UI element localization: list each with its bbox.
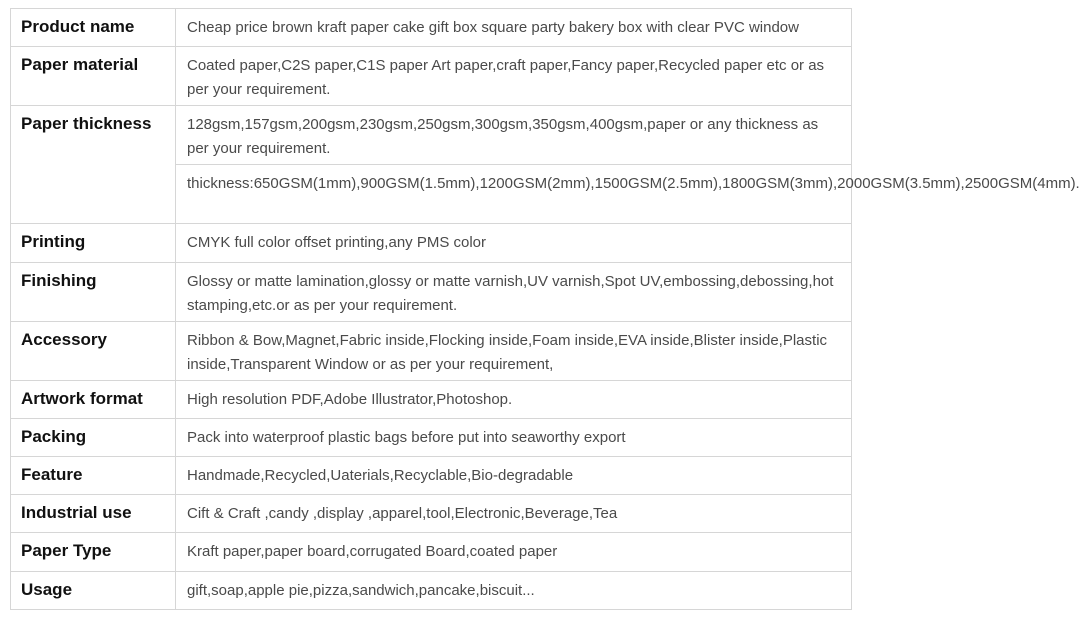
spec-row-finishing: [11, 263, 852, 322]
row-value: 128gsm,157gsm,200gsm,230gsm,250gsm,300gsm,350gsm,400gsm,paper or any thickness as per your requirement.: [176, 106, 852, 165]
row-value: Cheap price brown kraft paper cake gift box square party bakery box with clear PVC window: [176, 9, 852, 47]
spec-row-accessory: [11, 322, 852, 381]
row-label: Paper Type: [11, 533, 176, 572]
row-value: Cift & Craft ,candy ,display ,apparel,tool,Electronic,Beverage,Tea: [176, 495, 852, 533]
row-label: Paper material: [11, 47, 176, 106]
row-label: Packing: [11, 419, 176, 457]
row-value: Ribbon & Bow,Magnet,Fabric inside,Flocking inside,Foam inside,EVA inside,Blister inside,Plastic inside,Transparent Window or as per your requirement,: [176, 322, 852, 381]
row-value: CMYK full color offset printing,any PMS color: [176, 224, 852, 263]
row-value: Coated paper,C2S paper,C1S paper Art paper,craft paper,Fancy paper,Recycled paper etc or as per your requirement.: [176, 47, 852, 106]
row-value: Glossy or matte lamination,glossy or matte varnish,UV varnish,Spot UV,embossing,debossing,hot stamping,etc.or as per your requirement.: [176, 263, 852, 322]
spec-row-artwork-format: [11, 381, 852, 419]
spec-row-packing: [11, 419, 852, 457]
row-label: Artwork format: [11, 381, 176, 419]
spec-row-usage: [11, 572, 852, 610]
row-label: Printing: [11, 224, 176, 263]
spec-row-paper-thickness: [11, 106, 852, 165]
spec-row-paper-material: [11, 47, 852, 106]
row-label: Feature: [11, 457, 176, 495]
row-value: Handmade,Recycled,Uaterials,Recyclable,Bio-degradable: [176, 457, 852, 495]
spec-row-product-name: [11, 9, 852, 47]
spec-row-paper-type: [11, 533, 852, 572]
spec-row-printing: [11, 224, 852, 263]
row-value: gift,soap,apple pie,pizza,sandwich,pancake,biscuit...: [176, 572, 852, 610]
row-label: Paper thickness: [11, 106, 176, 224]
row-label: Product name: [11, 9, 176, 47]
row-value: thickness:650GSM(1mm),900GSM(1.5mm),1200GSM(2mm),1500GSM(2.5mm),1800GSM(3mm),2000GSM(3.5mm),2500GSM(4mm).: [176, 165, 852, 224]
row-label: Accessory: [11, 322, 176, 381]
row-value: High resolution PDF,Adobe Illustrator,Photoshop.: [176, 381, 852, 419]
row-label: Finishing: [11, 263, 176, 322]
spec-row-industrial-use: [11, 495, 852, 533]
row-label: Industrial use: [11, 495, 176, 533]
row-value: Pack into waterproof plastic bags before put into seaworthy export: [176, 419, 852, 457]
row-label: Usage: [11, 572, 176, 610]
product-spec-table: [10, 8, 1080, 610]
spec-row-feature: [11, 457, 852, 495]
row-value: Kraft paper,paper board,corrugated Board,coated paper: [176, 533, 852, 572]
